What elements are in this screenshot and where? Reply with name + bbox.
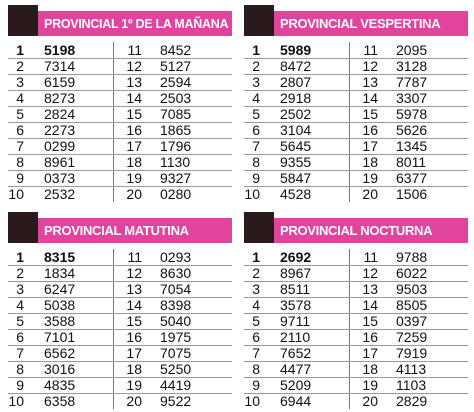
result-number: 2502 <box>280 106 312 122</box>
result-number: 4528 <box>280 186 312 202</box>
result-row <box>123 122 232 138</box>
result-number: 3128 <box>396 58 428 74</box>
panel-provincial-nocturna <box>244 212 468 409</box>
result-position: 8 <box>16 154 24 170</box>
result-row <box>244 58 348 74</box>
result-number: 1345 <box>396 138 428 154</box>
result-position: 7 <box>252 138 260 154</box>
result-number: 5250 <box>160 361 192 377</box>
result-number: 4477 <box>280 361 312 377</box>
result-number: 1975 <box>160 329 192 345</box>
result-position: 2 <box>252 58 260 74</box>
panel-header <box>8 212 232 243</box>
result-row <box>359 154 468 170</box>
result-position: 6 <box>252 122 260 138</box>
result-row <box>123 313 232 329</box>
result-number: 0373 <box>44 170 76 186</box>
result-position: 10 <box>244 186 260 202</box>
result-number: 4419 <box>160 377 192 393</box>
result-position: 3 <box>252 74 260 90</box>
results-column-right <box>359 42 468 202</box>
result-number: 7652 <box>280 345 312 361</box>
result-number: 8967 <box>280 265 312 281</box>
result-number: 2824 <box>44 106 76 122</box>
result-row <box>359 249 468 265</box>
result-number: 3588 <box>44 313 76 329</box>
result-position: 11 <box>363 249 378 265</box>
result-position: 18 <box>362 361 378 377</box>
result-position: 5 <box>252 106 260 122</box>
result-number: 8505 <box>396 297 428 313</box>
result-position: 4 <box>252 90 260 106</box>
result-number: 5847 <box>280 170 312 186</box>
result-row <box>244 170 348 186</box>
result-position: 8 <box>252 154 260 170</box>
result-position: 11 <box>127 42 142 58</box>
result-position: 9 <box>16 170 24 186</box>
result-position: 7 <box>16 138 24 154</box>
result-position: 9 <box>252 377 260 393</box>
result-position: 7 <box>252 345 260 361</box>
result-row <box>8 106 112 122</box>
result-position: 16 <box>126 122 142 138</box>
result-number: 9503 <box>396 281 428 297</box>
result-number: 7054 <box>160 281 192 297</box>
result-number: 7075 <box>160 345 192 361</box>
result-position: 15 <box>362 106 378 122</box>
result-row <box>123 361 232 377</box>
result-row <box>244 313 348 329</box>
result-row <box>359 393 468 409</box>
result-number: 6022 <box>396 265 428 281</box>
result-row <box>8 90 112 106</box>
result-number: 7919 <box>396 345 428 361</box>
result-row <box>244 249 348 265</box>
result-position: 5 <box>16 106 24 122</box>
result-number: 9327 <box>160 170 192 186</box>
result-row <box>359 42 468 58</box>
result-position: 5 <box>16 313 24 329</box>
panel-provincial-primera-manana <box>8 5 232 202</box>
result-row <box>244 106 348 122</box>
panel-title: PROVINCIAL NOCTURNA <box>280 223 433 238</box>
result-position: 14 <box>126 90 142 106</box>
result-position: 20 <box>362 393 378 409</box>
result-number: 4835 <box>44 377 76 393</box>
result-row <box>244 345 348 361</box>
result-row <box>123 74 232 90</box>
result-position: 8 <box>16 361 24 377</box>
result-row <box>244 393 348 409</box>
result-number: 8472 <box>280 58 312 74</box>
results-table <box>8 249 232 409</box>
result-position: 17 <box>126 345 142 361</box>
result-number: 5127 <box>160 58 192 74</box>
result-position: 19 <box>362 170 378 186</box>
result-position: 18 <box>362 154 378 170</box>
result-row <box>359 122 468 138</box>
result-row <box>244 138 348 154</box>
results-table <box>244 42 468 202</box>
result-row <box>244 281 348 297</box>
result-row <box>244 297 348 313</box>
panel-title: PROVINCIAL VESPERTINA <box>280 16 441 31</box>
result-row <box>359 361 468 377</box>
result-row <box>359 106 468 122</box>
result-number: 2503 <box>160 90 192 106</box>
result-row <box>8 265 112 281</box>
result-number: 2807 <box>280 74 312 90</box>
result-row <box>244 329 348 345</box>
result-row <box>359 170 468 186</box>
result-position: 15 <box>362 313 378 329</box>
result-position: 9 <box>16 377 24 393</box>
result-position: 4 <box>16 90 24 106</box>
results-column-left <box>8 42 112 202</box>
result-number: 2594 <box>160 74 192 90</box>
result-position: 16 <box>126 329 142 345</box>
result-position: 1 <box>252 249 260 265</box>
result-number: 0280 <box>160 186 192 202</box>
results-column-left <box>8 249 112 409</box>
result-position: 3 <box>16 74 24 90</box>
result-number: 5040 <box>160 313 192 329</box>
panel-provincial-vespertina <box>244 5 468 202</box>
result-position: 15 <box>126 313 142 329</box>
result-position: 19 <box>126 377 142 393</box>
result-row <box>359 297 468 313</box>
result-row <box>123 393 232 409</box>
result-number: 2273 <box>44 122 76 138</box>
results-table <box>244 249 468 409</box>
result-row <box>8 122 112 138</box>
result-number: 4113 <box>396 361 427 377</box>
result-row <box>8 138 112 154</box>
result-row <box>359 58 468 74</box>
header-bar <box>274 218 468 243</box>
result-position: 12 <box>362 58 378 74</box>
result-number: 6377 <box>396 170 428 186</box>
result-number: 0293 <box>160 249 192 265</box>
result-number: 8630 <box>160 265 192 281</box>
result-row <box>359 186 468 202</box>
result-number: 8398 <box>160 297 192 313</box>
panel-header <box>8 5 232 36</box>
result-number: 2110 <box>280 329 311 345</box>
result-number: 5209 <box>280 377 312 393</box>
result-position: 14 <box>362 90 378 106</box>
panel-title: PROVINCIAL 1º DE LA MAÑANA <box>44 16 229 31</box>
result-row <box>244 42 348 58</box>
result-row <box>359 281 468 297</box>
result-row <box>8 377 112 393</box>
result-row <box>244 90 348 106</box>
result-number: 8511 <box>280 281 311 297</box>
result-number: 9788 <box>396 249 428 265</box>
result-row <box>8 281 112 297</box>
result-number: 3578 <box>280 297 312 313</box>
results-column-right <box>359 249 468 409</box>
result-position: 9 <box>252 170 260 186</box>
result-number: 8011 <box>396 154 427 170</box>
result-row <box>123 90 232 106</box>
result-number: 7259 <box>396 329 428 345</box>
result-position: 10 <box>8 186 24 202</box>
results-table <box>8 42 232 202</box>
result-row <box>8 313 112 329</box>
result-position: 17 <box>126 138 142 154</box>
result-position: 10 <box>8 393 24 409</box>
result-position: 19 <box>362 377 378 393</box>
result-number: 5989 <box>280 42 312 58</box>
result-number: 5645 <box>280 138 312 154</box>
result-number: 3307 <box>396 90 428 106</box>
result-position: 6 <box>16 329 24 345</box>
panel-header <box>244 5 468 36</box>
result-row <box>8 345 112 361</box>
result-number: 6562 <box>44 345 76 361</box>
result-position: 12 <box>126 265 142 281</box>
result-position: 16 <box>362 329 378 345</box>
result-position: 10 <box>244 393 260 409</box>
result-number: 5626 <box>396 122 428 138</box>
results-column-left <box>244 42 348 202</box>
result-number: 2095 <box>396 42 428 58</box>
header-bar <box>274 11 468 36</box>
result-row <box>8 329 112 345</box>
result-position: 17 <box>362 138 378 154</box>
result-number: 7085 <box>160 106 192 122</box>
result-number: 1865 <box>160 122 192 138</box>
result-position: 2 <box>16 58 24 74</box>
results-column-right <box>123 42 232 202</box>
result-position: 3 <box>252 281 260 297</box>
result-row <box>8 297 112 313</box>
result-row <box>123 297 232 313</box>
result-row <box>123 58 232 74</box>
result-row <box>359 90 468 106</box>
result-row <box>244 122 348 138</box>
result-row <box>244 186 348 202</box>
results-column-left <box>244 249 348 409</box>
result-number: 2829 <box>396 393 428 409</box>
result-position: 13 <box>362 281 378 297</box>
result-position: 20 <box>126 186 142 202</box>
result-row <box>244 361 348 377</box>
result-row <box>123 281 232 297</box>
result-number: 2918 <box>280 90 312 106</box>
result-number: 6944 <box>280 393 312 409</box>
result-number: 8961 <box>44 154 76 170</box>
result-row <box>244 377 348 393</box>
result-position: 12 <box>362 265 378 281</box>
panel-title: PROVINCIAL MATUTINA <box>44 223 189 238</box>
result-row <box>8 186 112 202</box>
result-number: 1506 <box>396 186 428 202</box>
result-position: 16 <box>362 122 378 138</box>
result-row <box>123 329 232 345</box>
result-number: 7787 <box>396 74 428 90</box>
result-position: 14 <box>362 297 378 313</box>
result-row <box>123 138 232 154</box>
result-number: 6247 <box>44 281 76 297</box>
result-row <box>123 42 232 58</box>
result-row <box>8 58 112 74</box>
result-position: 7 <box>16 345 24 361</box>
result-row <box>359 74 468 90</box>
results-column-right <box>123 249 232 409</box>
result-row <box>8 361 112 377</box>
result-row <box>123 345 232 361</box>
result-position: 13 <box>126 74 142 90</box>
result-row <box>8 74 112 90</box>
result-row <box>8 249 112 265</box>
header-accent-block <box>8 5 38 36</box>
result-row <box>123 249 232 265</box>
result-number: 3104 <box>280 122 312 138</box>
result-row <box>359 329 468 345</box>
result-row <box>359 265 468 281</box>
result-row <box>123 186 232 202</box>
result-position: 18 <box>126 154 142 170</box>
result-position: 5 <box>252 313 260 329</box>
panel-header <box>244 212 468 243</box>
result-row <box>123 170 232 186</box>
result-position: 2 <box>252 265 260 281</box>
result-row <box>8 170 112 186</box>
result-position: 6 <box>252 329 260 345</box>
result-number: 8273 <box>44 90 76 106</box>
result-position: 13 <box>362 74 378 90</box>
result-number: 2692 <box>280 249 312 265</box>
header-bar <box>38 218 232 243</box>
result-position: 20 <box>126 393 142 409</box>
header-accent-block <box>8 212 38 243</box>
result-number: 0397 <box>396 313 428 329</box>
result-row <box>359 313 468 329</box>
result-position: 3 <box>16 281 24 297</box>
result-number: 9711 <box>280 313 311 329</box>
result-position: 14 <box>126 297 142 313</box>
header-bar <box>38 11 232 36</box>
result-position: 12 <box>126 58 142 74</box>
result-position: 1 <box>16 42 24 58</box>
result-row <box>123 265 232 281</box>
result-row <box>8 154 112 170</box>
panel-provincial-matutina <box>8 212 232 409</box>
result-number: 9522 <box>160 393 192 409</box>
result-position: 1 <box>16 249 24 265</box>
result-position: 4 <box>16 297 24 313</box>
result-position: 11 <box>363 42 378 58</box>
result-number: 5038 <box>44 297 76 313</box>
result-position: 1 <box>252 42 260 58</box>
result-position: 20 <box>362 186 378 202</box>
result-position: 13 <box>126 281 142 297</box>
result-row <box>244 74 348 90</box>
result-row <box>359 377 468 393</box>
result-position: 19 <box>126 170 142 186</box>
result-row <box>359 345 468 361</box>
result-number: 2532 <box>44 186 76 202</box>
result-number: 0299 <box>44 138 76 154</box>
result-position: 4 <box>252 297 260 313</box>
result-row <box>123 106 232 122</box>
result-number: 1130 <box>160 154 191 170</box>
result-row <box>8 42 112 58</box>
result-number: 5198 <box>44 42 76 58</box>
result-number: 6358 <box>44 393 76 409</box>
result-number: 1796 <box>160 138 192 154</box>
result-position: 18 <box>126 361 142 377</box>
result-row <box>123 154 232 170</box>
result-position: 15 <box>126 106 142 122</box>
header-accent-block <box>244 5 274 36</box>
result-number: 7314 <box>44 58 76 74</box>
result-number: 6159 <box>44 74 76 90</box>
result-row <box>359 138 468 154</box>
result-position: 6 <box>16 122 24 138</box>
result-number: 5978 <box>396 106 428 122</box>
result-number: 7101 <box>44 329 76 345</box>
result-position: 11 <box>127 249 142 265</box>
result-position: 17 <box>362 345 378 361</box>
result-number: 9355 <box>280 154 312 170</box>
result-row <box>123 377 232 393</box>
result-row <box>244 265 348 281</box>
result-number: 1103 <box>396 377 427 393</box>
result-row <box>244 154 348 170</box>
header-accent-block <box>244 212 274 243</box>
result-number: 8315 <box>44 249 76 265</box>
result-number: 3016 <box>44 361 76 377</box>
result-number: 1834 <box>44 265 76 281</box>
result-number: 8452 <box>160 42 192 58</box>
result-position: 8 <box>252 361 260 377</box>
result-row <box>8 393 112 409</box>
result-position: 2 <box>16 265 24 281</box>
